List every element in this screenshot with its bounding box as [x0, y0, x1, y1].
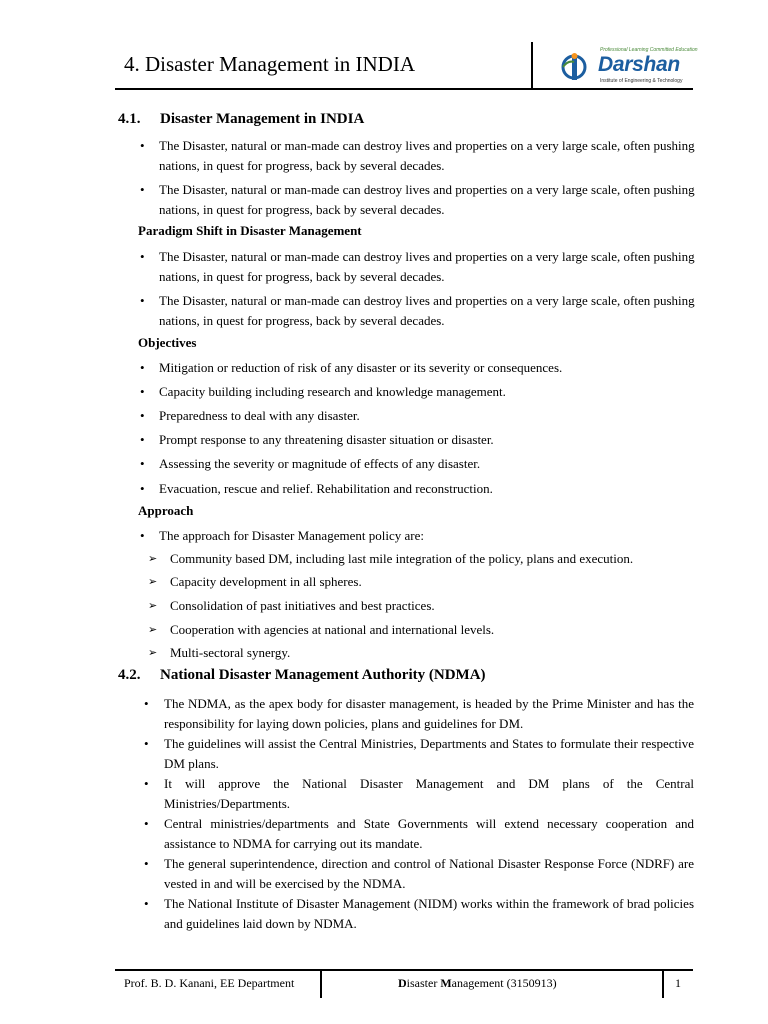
list-item: • Assessing the severity or magnitude of effects of any disaster.: [159, 454, 695, 474]
footer-course-part: isaster: [406, 976, 441, 990]
list-item: • Capacity building including research and knowledge management.: [159, 382, 695, 402]
section-title: National Disaster Management Authority (NDMA): [160, 667, 486, 683]
sub-list-item: ➢ Cooperation with agencies at national and international levels.: [170, 620, 494, 640]
subheading-paradigm: Paradigm Shift in Disaster Management: [138, 223, 362, 238]
logo-wordmark: Darshan: [598, 53, 680, 76]
page-number: 1: [675, 976, 681, 990]
footer-course-part: anagement (3150913): [451, 976, 557, 990]
footer-course-initial: M: [440, 976, 452, 990]
list-item: • The guidelines will assist the Central Ministries, Departments and States to formulate their respective DM plans.: [164, 734, 694, 774]
footer-divider: [320, 969, 322, 998]
list-item: • The general superintendence, direction and control of National Disaster Response Force (NDRF) are vested in and will be exercised by the NDMA.: [164, 854, 694, 894]
logo-tagline: Professional Learning Committed Education: [600, 47, 698, 53]
subheading-objectives: Objectives: [138, 335, 197, 350]
list-item: • Preparedness to deal with any disaster.: [159, 406, 695, 426]
footer-course: [398, 976, 557, 991]
footer-divider: [662, 969, 664, 998]
footer-rule: [115, 969, 693, 971]
section-number: 4.1.: [118, 111, 141, 127]
list-item: • The Disaster, natural or man-made can destroy lives and properties on a very large scale, often pushing nations, in quest for progress, back by several decades.: [159, 291, 695, 331]
sub-list-item: ➢ Consolidation of past initiatives and best practices.: [170, 596, 435, 616]
list-item: • Central ministries/departments and State Governments will extend necessary cooperation and assistance to NDMA for carrying out its mandate.: [164, 814, 694, 854]
list-item: • The NDMA, as the apex body for disaster management, is headed by the Prime Minister and has the responsibility for laying down policies, plans and guidelines for DM.: [164, 694, 694, 734]
sub-list-item: ➢ Community based DM, including last mile integration of the policy, plans and execution.: [170, 549, 633, 569]
footer-author: Prof. B. D. Kanani, EE Department: [124, 976, 295, 990]
list-item: • The Disaster, natural or man-made can destroy lives and properties on a very large scale, often pushing nations, in quest for progress, back by several decades.: [159, 136, 695, 176]
list-item: • The Disaster, natural or man-made can destroy lives and properties on a very large scale, often pushing nations, in quest for progress, back by several decades.: [159, 180, 695, 220]
footer-course-initial: D: [398, 976, 407, 990]
section-number: 4.2.: [118, 667, 141, 683]
subheading-approach: Approach: [138, 503, 194, 518]
section-heading-4-2: [118, 667, 486, 684]
list-item: • Mitigation or reduction of risk of any disaster or its severity or consequences.: [159, 358, 695, 378]
list-item: • The approach for Disaster Management policy are:: [159, 526, 695, 546]
list-item: • Evacuation, rescue and relief. Rehabilitation and reconstruction.: [159, 479, 695, 499]
list-item: • The Disaster, natural or man-made can destroy lives and properties on a very large scale, often pushing nations, in quest for progress, back by several decades.: [159, 247, 695, 287]
logo-subtitle: Institute of Engineering & Technology: [600, 78, 683, 84]
section-title: Disaster Management in INDIA: [160, 111, 365, 127]
header-divider: [531, 42, 533, 89]
section-heading-4-1: [118, 111, 364, 128]
sub-list-item: ➢ Multi-sectoral synergy.: [170, 643, 290, 663]
list-item: • Prompt response to any threatening disaster situation or disaster.: [159, 430, 695, 450]
header-rule: [115, 88, 693, 90]
darshan-logo-icon: [560, 52, 594, 82]
page-title: 4. Disaster Management in INDIA: [124, 52, 416, 76]
list-item: • The National Institute of Disaster Management (NIDM) works within the framework of brad policies and guidelines laid down by NDMA.: [164, 894, 694, 934]
sub-list-item: ➢ Capacity development in all spheres.: [170, 572, 362, 592]
list-item: • It will approve the National Disaster Management and DM plans of the Central Ministries/Departments.: [164, 774, 694, 814]
